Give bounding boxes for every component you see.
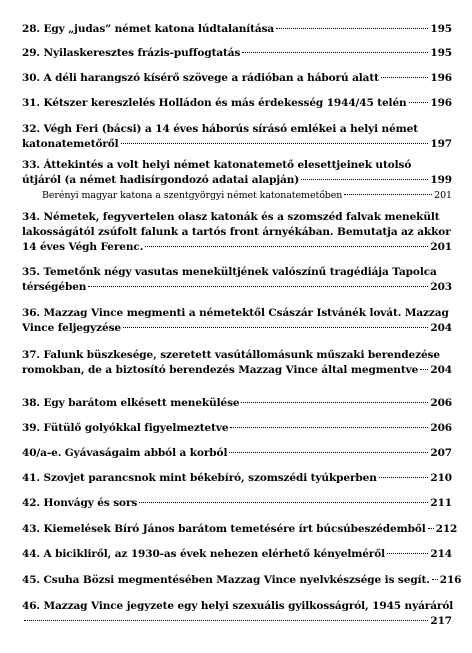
toc-entry-title-line: 30. A déli harangszó kísérő szövege a rádióban a háború alatt <box>22 72 379 84</box>
leader-dots <box>381 77 429 78</box>
toc-entry-title-line: 39. Fütülő golyókkal figyelmeztetve <box>22 422 229 434</box>
toc-page-number: 199 <box>430 174 452 186</box>
toc-entry <box>22 547 452 562</box>
toc-entry <box>22 96 452 111</box>
toc-entry-title-line: 36. Mazzag Vince megmenti a németektől Császár Istvánék lovát. Mazzag <box>22 307 449 319</box>
toc-entry-title-line: 29. Nyilaskeresztes frázis-puffogtatás <box>22 47 241 59</box>
toc-page-number: 196 <box>430 97 452 109</box>
toc-entry-title-line: 44. A bicikliről, az 1930-as évek nehezen elérhető kényelméről <box>22 548 386 560</box>
toc-page-number: 195 <box>430 47 452 59</box>
toc-page-number: 206 <box>430 397 452 409</box>
toc-entry <box>22 446 452 461</box>
leader-dots <box>344 194 432 195</box>
toc-entry <box>22 396 452 411</box>
toc-entry <box>22 158 452 203</box>
toc-entry-title-line: Vince feljegyzése <box>22 322 121 334</box>
leader-dots <box>88 286 428 287</box>
toc-entry-title-line: 32. Végh Feri (bácsi) a 14 éves háborús sírásó emlékei a helyi német <box>22 123 418 135</box>
toc-entry-title-line: 45. Csuha Bözsi megmentésében Mazzag Vince nyelvkészsége is segít. <box>22 574 430 586</box>
toc-page-number: 197 <box>430 138 452 150</box>
toc-entry <box>22 471 452 486</box>
leader-dots <box>409 102 429 103</box>
toc-page-number: 210 <box>430 472 452 484</box>
leader-dots <box>121 143 429 144</box>
leader-dots <box>24 620 428 621</box>
toc-subentry-page-number: 201 <box>434 190 452 201</box>
toc-page-number: 216 <box>439 574 462 586</box>
toc-subentry-title: Berényi magyar katona a szentgyörgyi német katonatemetőben <box>42 190 343 201</box>
toc-subentry <box>22 188 452 203</box>
toc-entry <box>22 348 452 378</box>
leader-dots <box>432 579 438 580</box>
toc-page-number: 203 <box>430 281 452 293</box>
toc-entry <box>22 122 452 152</box>
toc-entry <box>22 46 452 61</box>
leader-dots <box>420 369 428 370</box>
toc-entry-title-line: 14 éves Végh Ferenc. <box>22 241 144 253</box>
leader-dots <box>123 327 428 328</box>
leader-dots <box>229 452 428 453</box>
leader-dots <box>139 502 428 503</box>
toc-entry <box>22 71 452 86</box>
toc-entry-title-line: 38. Egy barátom elkésett menekülése <box>22 397 240 409</box>
toc-page-number: 195 <box>430 23 452 35</box>
toc-entry <box>22 22 452 37</box>
toc-page-number: 196 <box>430 72 452 84</box>
toc-entry <box>22 573 462 588</box>
leader-dots <box>276 28 428 29</box>
toc-entry <box>22 210 452 255</box>
toc-entry-title-line: 41. Szovjet parancsnok mint békebíró, szomszédi tyúkperben <box>22 472 377 484</box>
toc-entry-title-line: 35. Temetőnk négy vasutas menekültjének valószínű tragédiája Tapolca <box>22 266 437 278</box>
toc-page-number: 217 <box>430 615 452 627</box>
toc-entry <box>22 522 458 537</box>
toc-entry-title-line: 43. Kiemelések Bíró János barátom temetésére írt búcsúbeszédemből <box>22 523 426 535</box>
leader-dots <box>241 402 428 403</box>
toc-entry-title-line: térségében <box>22 281 87 293</box>
toc-entry-title-line: 40/a-e. Gyávaságaim abból a korból <box>22 447 228 459</box>
leader-dots <box>301 179 428 180</box>
toc-entry-title-line: 42. Honvágy és sors <box>22 497 138 509</box>
toc-entry-title-line: 46. Mazzag Vince jegyzete egy helyi szexuális gyilkosságról, 1945 nyáráról <box>22 600 454 612</box>
leader-dots <box>230 427 428 428</box>
toc-page-number: 206 <box>430 422 452 434</box>
leader-dots <box>242 52 428 53</box>
toc-page-number: 212 <box>435 523 458 535</box>
toc-page-number: 204 <box>430 322 452 334</box>
toc-page-number: 214 <box>430 548 452 560</box>
toc-entry-title-line: útjáról (a német hadisírgondozó adatai alapján) <box>22 174 300 186</box>
toc-entry-title-line: 31. Kétszer kereszlelés Holládon és más érdekesség 1944/45 telén <box>22 97 407 109</box>
toc-entry <box>22 265 452 295</box>
toc-entry <box>22 599 452 629</box>
toc-entry-title-line: lakosságától zsúfolt falunk a tartós front árnyékában. Bemutatja az akkor <box>22 226 451 238</box>
toc-page-number: 204 <box>430 364 452 376</box>
toc-entry <box>22 496 452 511</box>
toc-entry-title-line: katonatemetőről <box>22 138 119 150</box>
toc-page-number: 201 <box>430 241 452 253</box>
leader-dots <box>387 553 428 554</box>
toc-entry-title-line: 37. Falunk büszkesége, szeretett vasútállomásunk műszaki berendezése <box>22 349 440 361</box>
leader-dots <box>379 477 429 478</box>
toc-entry-title-line: romokban, de a biztosító berendezés Mazzag Vince által megmentve <box>22 364 419 376</box>
toc-entry-title-line: 28. Egy „judas” német katona lúdtalanítása <box>22 23 275 35</box>
toc-entry-title-line: 33. Áttekintés a volt helyi német katonatemető elesettjeinek utolsó <box>22 159 412 171</box>
toc-page-number: 211 <box>430 497 452 509</box>
leader-dots <box>428 528 434 529</box>
toc-entry <box>22 421 452 436</box>
leader-dots <box>145 246 428 247</box>
toc-page-number: 207 <box>430 447 452 459</box>
toc-entry-title-line: 34. Németek, fegyvertelen olasz katonák és a szomszéd falvak menekült <box>22 211 440 223</box>
toc-entry <box>22 306 452 336</box>
